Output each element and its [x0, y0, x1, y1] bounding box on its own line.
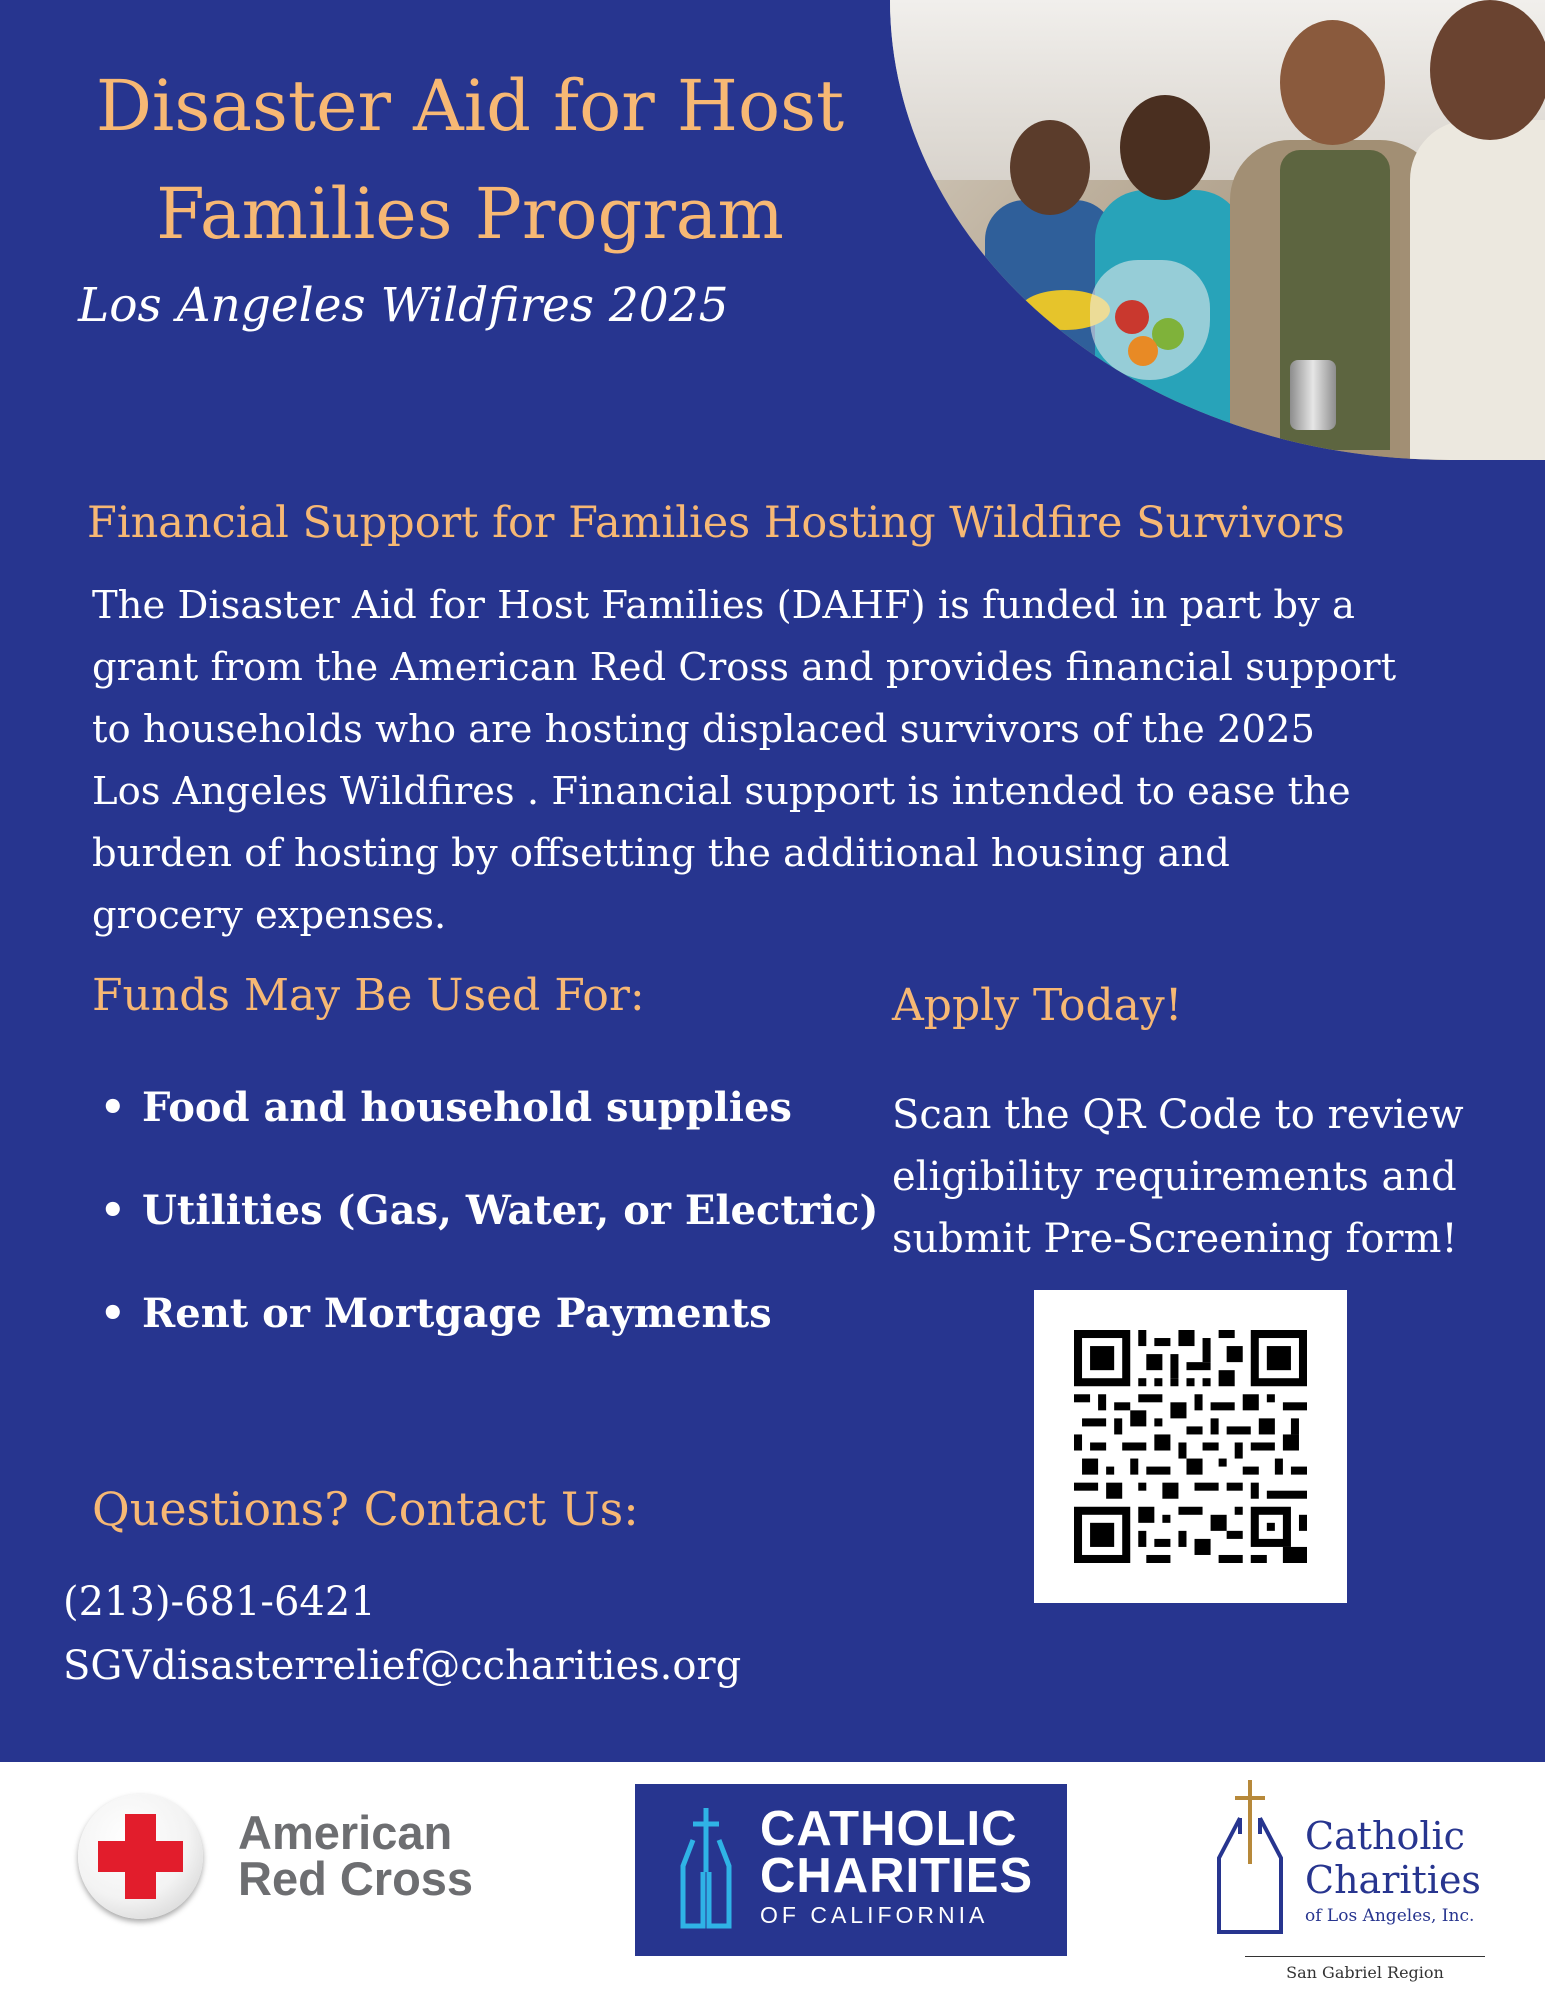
- qr-code-graphic: [1074, 1330, 1307, 1563]
- ccla-line-2: Charities: [1305, 1858, 1481, 1902]
- list-item-label: Rent or Mortgage Payments: [142, 1290, 772, 1337]
- catholic-charities-la-logo: [1205, 1774, 1505, 1989]
- red-cross-icon: [78, 1794, 203, 1919]
- paragraph-line: grant from the American Red Cross and provides financial support: [92, 645, 1397, 690]
- ccc-logo-text: [760, 1802, 1034, 1929]
- program-title: [40, 52, 900, 268]
- red-cross-logo-text: [238, 1806, 474, 1905]
- apply-line: submit Pre-Screening form!: [892, 1216, 1458, 1262]
- bullet-icon: •: [100, 1084, 126, 1131]
- bullet-icon: •: [100, 1187, 126, 1234]
- qr-code-icon[interactable]: [1034, 1290, 1347, 1603]
- title-line-2: Families Program: [156, 173, 784, 255]
- funds-heading: Funds May Be Used For:: [92, 970, 645, 1021]
- paragraph-line: The Disaster Aid for Host Families (DAHF) is funded in part by a: [92, 583, 1355, 628]
- ccla-logo-text: [1305, 1814, 1481, 1926]
- cross-bottle-icon: [1205, 1774, 1295, 1944]
- paragraph-line: to households who are hosting displaced survivors of the 2025: [92, 707, 1316, 752]
- volunteers-photo: [890, 0, 1545, 460]
- support-paragraph: [92, 575, 1512, 947]
- support-heading: Financial Support for Families Hosting Wildfire Survivors: [87, 498, 1345, 548]
- list-item-label: Utilities (Gas, Water, or Electric): [142, 1187, 879, 1234]
- ccla-region: San Gabriel Region: [1245, 1956, 1485, 1982]
- list-item: [92, 1070, 878, 1173]
- apply-heading: Apply Today!: [892, 980, 1183, 1031]
- list-item-label: Food and household supplies: [142, 1084, 792, 1131]
- contact-email[interactable]: SGVdisasterrelief@ccharities.org: [63, 1643, 742, 1689]
- person-head: [1010, 120, 1090, 215]
- paragraph-line: grocery expenses.: [92, 893, 447, 938]
- person-head: [1120, 95, 1210, 200]
- person-head: [1430, 0, 1545, 140]
- red-cross-line-1: American: [238, 1806, 453, 1859]
- title-line-1: Disaster Aid for Host: [95, 65, 845, 147]
- funds-list: [92, 1070, 878, 1379]
- contact-phone[interactable]: (213)-681-6421: [63, 1579, 376, 1625]
- ccc-line-2: CHARITIES: [760, 1849, 1034, 1903]
- ccla-line-3: of Los Angeles, Inc.: [1305, 1906, 1475, 1926]
- apply-line: eligibility requirements and: [892, 1154, 1457, 1200]
- ccc-line-3: OF CALIFORNIA: [760, 1902, 989, 1928]
- apple-icon: [1115, 300, 1149, 334]
- list-item: [92, 1173, 878, 1276]
- contact-heading: Questions? Contact Us:: [92, 1482, 639, 1536]
- ccla-line-1: Catholic: [1305, 1814, 1465, 1858]
- person-body: [1410, 120, 1545, 460]
- ccc-line-1: CATHOLIC: [760, 1802, 1018, 1856]
- contact-info: [63, 1570, 741, 1698]
- paragraph-line: Los Angeles Wildfires . Financial support is intended to ease the: [92, 769, 1351, 814]
- list-item: [92, 1276, 878, 1379]
- paragraph-line: burden of hosting by offsetting the additional housing and: [92, 831, 1230, 876]
- bottle-cross-icon: [673, 1802, 743, 1932]
- person-head: [1280, 20, 1385, 145]
- apply-line: Scan the QR Code to review: [892, 1092, 1464, 1138]
- orange-icon: [1128, 336, 1158, 366]
- bullet-icon: •: [100, 1290, 126, 1337]
- red-cross-line-2: Red Cross: [238, 1852, 474, 1905]
- catholic-charities-california-logo: [635, 1784, 1067, 1956]
- sponsor-footer: [0, 1762, 1545, 2000]
- program-subtitle: Los Angeles Wildfires 2025: [78, 278, 729, 333]
- apply-instructions: [892, 1084, 1512, 1270]
- can-icon: [1290, 360, 1336, 430]
